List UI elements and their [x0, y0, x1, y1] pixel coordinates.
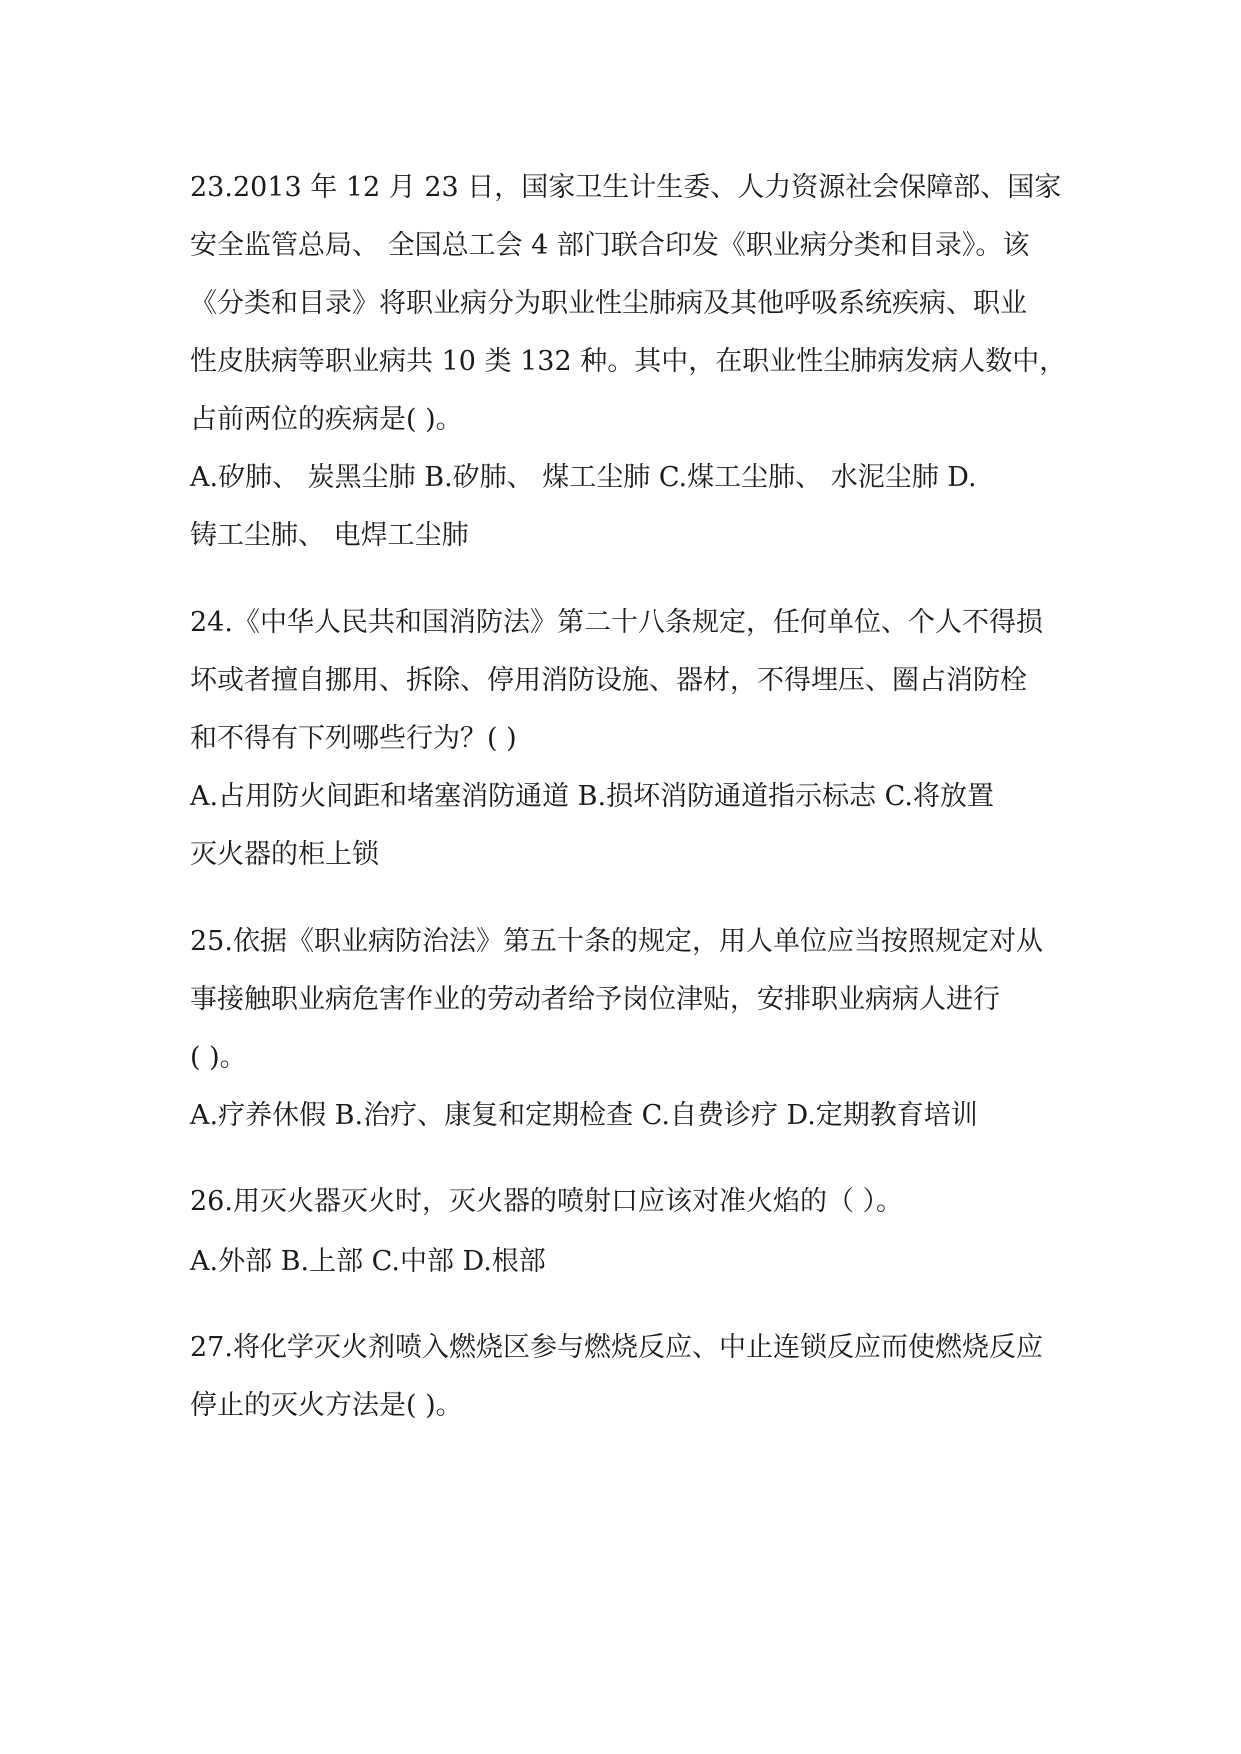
question-24-stem-line-3: 和不得有下列哪些行为？( ) [190, 723, 517, 754]
question-23-stem-line-1: 23.2013 年 12 月 23 日，国家卫生计生委、人力资源社会保障部、国家 [190, 172, 1062, 203]
question-24-stem-line-1: 24.《中华人民共和国消防法》第二十八条规定，任何单位、个人不得损 [190, 607, 1043, 638]
question-23-stem-line-5: 占前两位的疾病是( )。 [190, 404, 463, 435]
question-23-stem-line-2: 安全监管总局、 全国总工会 4 部门联合印发《职业病分类和目录》。该 [190, 230, 1030, 261]
question-23-options-line-1: A.矽肺、 炭黑尘肺 B.矽肺、 煤工尘肺 C.煤工尘肺、 水泥尘肺 D. [190, 462, 977, 493]
question-27-stem-line-2: 停止的灭火方法是( )。 [190, 1390, 463, 1421]
question-23-stem-line-3: 《分类和目录》将职业病分为职业性尘肺病及其他呼吸系统疾病、职业 [190, 288, 1027, 319]
question-25-stem-line-3: ( )。 [190, 1042, 247, 1073]
question-25-options-line-1: A.疗养休假 B.治疗、康复和定期检查 C.自费诊疗 D.定期教育培训 [190, 1100, 978, 1131]
question-24-stem-line-2: 坏或者擅自挪用、拆除、停用消防设施、器材，不得埋压、圈占消防栓 [190, 665, 1027, 696]
question-25-stem-line-1: 25.依据《职业病防治法》第五十条的规定，用人单位应当按照规定对从 [190, 926, 1043, 957]
question-26-options-line-1: A.外部 B.上部 C.中部 D.根部 [190, 1246, 546, 1277]
question-23-options-line-2: 铸工尘肺、 电焊工尘肺 [190, 520, 469, 551]
question-26-stem-line-1: 26.用灭火器灭火时，灭火器的喷射口应该对准火焰的（ ）。 [190, 1186, 904, 1217]
question-24-options-line-1: A.占用防火间距和堵塞消防通道 B.损坏消防通道指示标志 C.将放置 [190, 781, 994, 812]
question-25-stem-line-2: 事接触职业病危害作业的劳动者给予岗位津贴，安排职业病病人进行 [190, 984, 1000, 1015]
question-27-stem-line-1: 27.将化学灭火剂喷入燃烧区参与燃烧反应、中止连锁反应而使燃烧反应 [190, 1332, 1043, 1363]
question-24-options-line-2: 灭火器的柜上锁 [190, 839, 379, 870]
question-23-stem-line-4: 性皮肤病等职业病共 10 类 132 种。其中，在职业性尘肺病发病人数中， [190, 346, 1067, 377]
